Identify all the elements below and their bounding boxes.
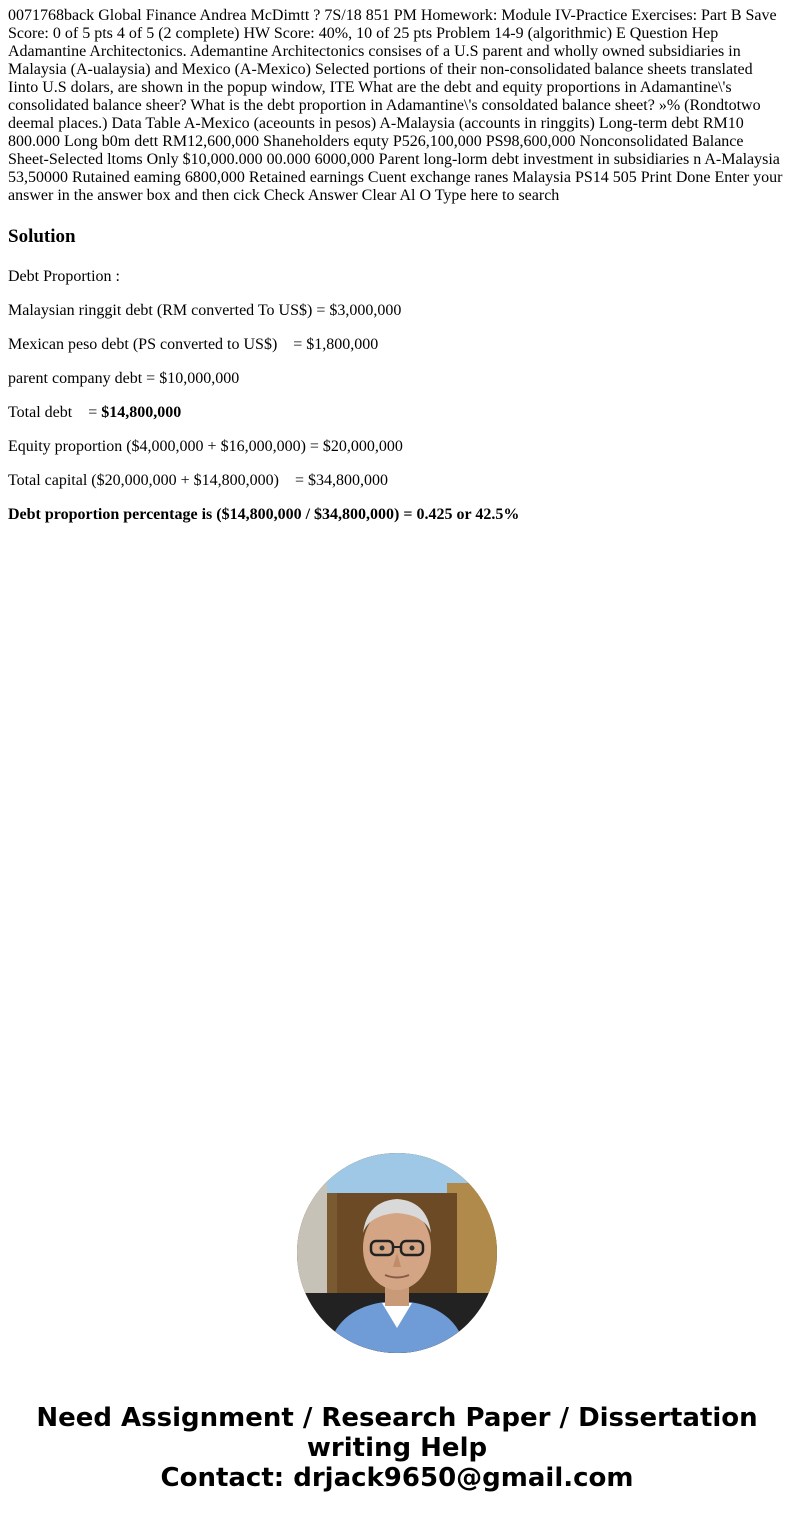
- contact-banner: [0, 1403, 794, 1493]
- mxn-debt-line: Mexican peso debt (PS converted to US$) = $1,800,000: [8, 336, 379, 353]
- myr-debt-line: Malaysian ringgit debt (RM converted To US$) = $3,000,000: [8, 302, 402, 319]
- document-body: [8, 7, 786, 524]
- debt-percentage-result: Debt proportion percentage is ($14,800,000 / $34,800,000) = 0.425 or 42.5%: [8, 506, 520, 523]
- total-debt-label: Total debt =: [8, 404, 102, 421]
- cta-line-2: writing Help: [306, 1433, 488, 1463]
- cta-line-1: Need Assignment / Research Paper / Dissertation: [36, 1403, 758, 1433]
- question-text: 0071768back Global Finance Andrea McDimtt ? 7S/18 851 PM Homework: Module IV-Practice Exercises: Part B Save Score: 0 of 5 pts 4 of 5 (2 complete) HW Score: 40%, 10 of 25 pts Problem 14-9 (algorithmic) E Question Hep Adamantine Architectonics. Ademantine Architectonics consises of a U.S parent and wholly owned subsidiaries in Malaysia (A-ualaysia) and Mexico (A-Mexico) Selected portions of their non-consolidated balance sheets translated Iinto U.S dolars, are shown in the popup window, ITE What are the debt and equity proportions in Adamantine\'s consolidated balance sheer? What is the debt proportion in Adamantine\'s consoldated balance sheet? »% (Rondtotwo deemal places.) Data Table A-Mexico (aceounts in pesos) A-Malaysia (accounts in ringgits) Long-term debt RM10 800.000 Long b0m dett RM12,600,000 Shaneholders equty P526,100,000 PS98,600,000 Nonconsolidated Balance Sheet-Selected ltoms Only $10,000.000 00.000 6000,000 Parent long-lorm debt investment in subsidiaries n A-Malaysia 53,50000 Rutained eaming 6800,000 Retained earnings Cuent exchange ranes Malaysia PS14 505 Print Done Enter your answer in the answer box and then cick Check Answer Clear Al O Type here to search: [8, 7, 783, 204]
- author-avatar: [297, 1153, 497, 1353]
- total-capital-line: Total capital ($20,000,000 + $14,800,000) = $34,800,000: [8, 472, 388, 489]
- equity-line: Equity proportion ($4,000,000 + $16,000,000) = $20,000,000: [8, 438, 403, 455]
- debt-proportion-label: Debt Proportion :: [8, 268, 120, 285]
- solution-heading: Solution: [8, 226, 76, 247]
- cta-contact-line: Contact: drjack9650@gmail.com: [160, 1463, 634, 1493]
- total-debt-line: [8, 404, 786, 422]
- author-photo-icon: [297, 1153, 497, 1353]
- parent-debt-line: parent company debt = $10,000,000: [8, 370, 240, 387]
- total-debt-value: $14,800,000: [101, 404, 182, 421]
